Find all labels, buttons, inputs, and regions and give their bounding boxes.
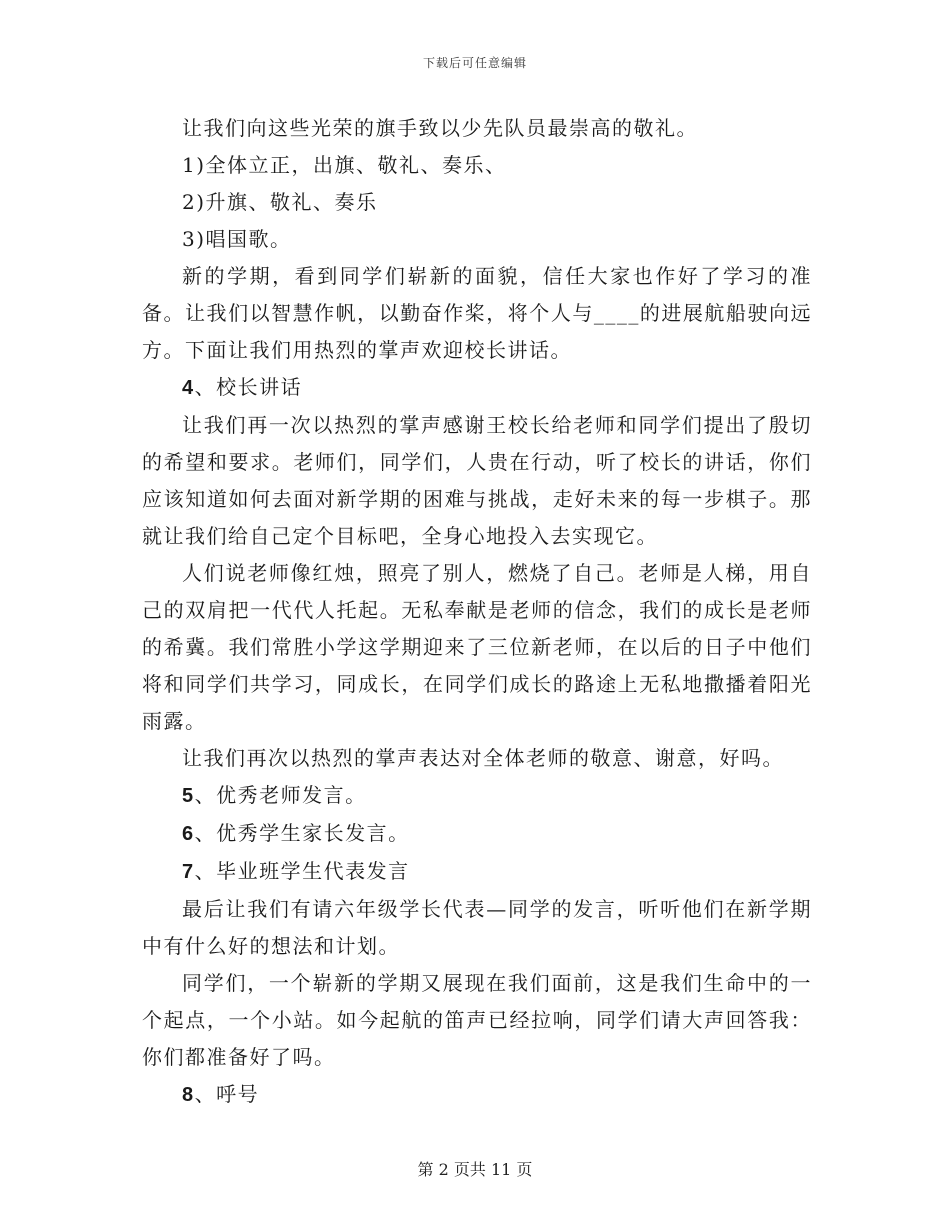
- paragraph-new-semester: 新的学期，看到同学们崭新的面貌，信任大家也作好了学习的准备。让我们以智慧作帆，以勤奋作桨，将个人与____的进展航船驶向远方。下面让我们用热烈的掌声欢迎校长讲话。: [142, 264, 812, 362]
- section-title-4: 、校长讲话: [194, 375, 303, 399]
- section-number-5: 5: [182, 785, 195, 807]
- list-item-1: 1)全体立正，出旗、敬礼、奏乐、: [182, 153, 507, 177]
- page-number-footer: 第 2 页共 11 页: [417, 1160, 533, 1179]
- header-note: 下载后可任意编辑: [422, 56, 527, 70]
- section-number-8: 8: [182, 1084, 195, 1106]
- list-item-3: 3)唱国歌。: [182, 227, 292, 251]
- section-title-5: 、优秀老师发言。: [194, 783, 367, 807]
- section-number-4: 4: [182, 377, 195, 399]
- paragraph-sixth-grade: 最后让我们有请六年级学长代表—同学的发言，听听他们在新学期中有什么好的想法和计划。: [142, 897, 812, 958]
- section-number-6: 6: [182, 823, 195, 845]
- paragraph-thanks-principal: 让我们再一次以热烈的掌声感谢王校长给老师和同学们提出了殷切的希望和要求。老师们，同学们，人贵在行动，听了校长的讲话，你们应该知道如何去面对新学期的困难与挑战，走好未来的每一步棋子。那就让我们给自己定个目标吧，全身心地投入去实现它。: [142, 413, 812, 548]
- list-item-2: 2)升旗、敬礼、奏乐: [182, 190, 378, 214]
- paragraph-teachers: 人们说老师像红烛，照亮了别人，燃烧了自己。老师是人梯，用自己的双肩把一代代人托起。无私奉献是老师的信念，我们的成长是老师的希冀。我们常胜小学这学期迎来了三位新老师，在以后的日子中他们将和同学们共学习，同成长，在同学们成长的路途上无私地撒播着阳光雨露。: [142, 561, 812, 733]
- section-heading-6: [142, 815, 812, 853]
- document-body: [142, 110, 812, 1114]
- section-title-6: 、优秀学生家长发言。: [194, 821, 410, 845]
- paragraph-salute: 让我们向这些光荣的旗手致以少先队员最崇高的敬礼。: [182, 116, 698, 140]
- section-heading-8: [142, 1076, 812, 1114]
- section-title-7: 、毕业班学生代表发言: [194, 859, 410, 883]
- section-heading-4: [142, 369, 812, 407]
- section-number-7: 7: [182, 861, 195, 883]
- paragraph-applause-teachers: 让我们再次以热烈的掌声表达对全体老师的敬意、谢意，好吗。: [182, 746, 784, 770]
- section-heading-7: [142, 853, 812, 891]
- paragraph-new-start: 同学们，一个崭新的学期又展现在我们面前，这是我们生命中的一个起点，一个小站。如今起航的笛声已经拉响，同学们请大声回答我：你们都准备好了吗。: [142, 971, 812, 1069]
- section-title-8: 、呼号: [194, 1082, 260, 1106]
- section-heading-5: [142, 777, 812, 815]
